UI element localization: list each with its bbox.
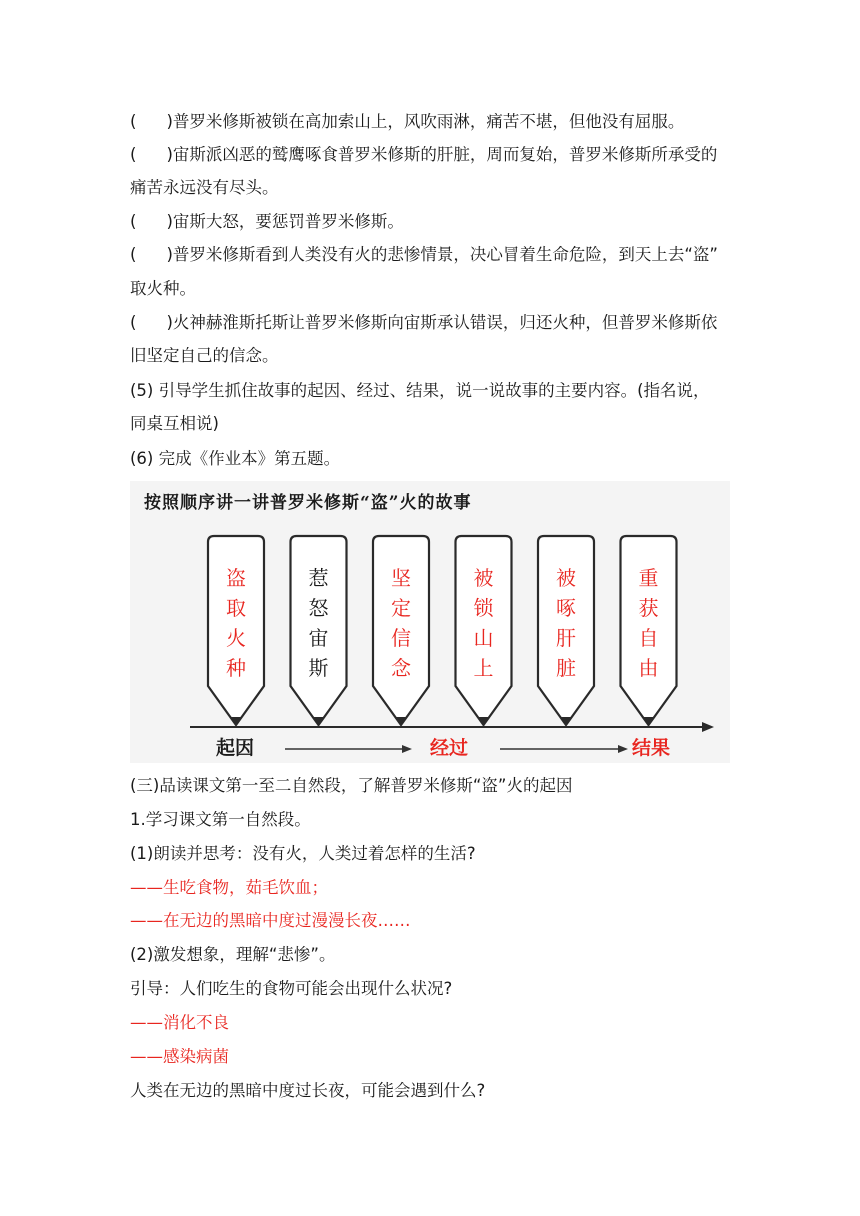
timeline-arrowhead — [702, 722, 714, 732]
pencil-char: 山 — [473, 626, 494, 650]
pencil-char: 怒 — [308, 596, 329, 620]
paragraph-text: 取火种。 — [130, 279, 196, 298]
paragraph-line: (三)品读课文第一至二自然段，了解普罗米修斯“盗”火的起因 — [130, 776, 573, 795]
paragraph-line: (1)朗读并思考：没有火，人类过着怎样的生活? — [130, 844, 476, 863]
pencil-char: 信 — [391, 626, 411, 650]
pencil-char: 被 — [556, 566, 576, 590]
timeline-end-label: 结果 — [632, 737, 671, 759]
arrow-head-2 — [618, 745, 628, 753]
pencil-label — [550, 563, 582, 683]
pencil-label — [468, 563, 500, 683]
pencil-char: 宙 — [308, 626, 329, 650]
pencil-label — [633, 563, 665, 683]
paragraph-line — [130, 112, 740, 132]
paragraph-text: )普罗米修斯看到人类没有火的悲惨情景，决心冒着生命危险，到天上去“盗” — [166, 245, 718, 264]
pencil-char: 锁 — [473, 596, 494, 620]
pencil-char: 坚 — [391, 566, 411, 590]
paragraph-line — [130, 346, 740, 366]
bracket-open: ( — [130, 112, 137, 131]
paragraph-line — [130, 449, 740, 469]
paragraph-text: (6) 完成《作业本》第五题。 — [130, 449, 341, 468]
pencil-char: 取 — [226, 596, 246, 620]
pencil-label — [220, 563, 252, 683]
pencil-char: 盗 — [226, 566, 246, 590]
paragraph-text: )普罗米修斯被锁在高加索山上，风吹雨淋，痛苦不堪，但他没有屈服。 — [166, 112, 685, 131]
answer-line: ——感染病菌 — [130, 1047, 229, 1066]
pencil-char: 上 — [473, 656, 494, 680]
paragraph-line — [130, 178, 740, 198]
figure-title: 按照顺序讲一讲普罗米修斯“盗”火的故事 — [144, 493, 472, 513]
bracket-open: ( — [130, 245, 137, 264]
answer-line: ——生吃食物，茹毛饮血； — [130, 878, 328, 897]
pencil-char: 定 — [391, 596, 411, 620]
pencil-char: 种 — [226, 656, 246, 680]
pencil-char: 惹 — [308, 566, 329, 590]
paragraph-line — [130, 145, 740, 165]
pencil-char: 被 — [473, 566, 494, 590]
bracket-open: ( — [130, 212, 137, 231]
paragraph-line — [130, 212, 740, 232]
paragraph-text: (5) 引导学生抓住故事的起因、经过、结果，说一说故事的主要内容。(指名说， — [130, 381, 710, 400]
pencil-char: 重 — [638, 566, 659, 590]
pencil-char: 斯 — [308, 656, 329, 680]
story-sequence-figure — [130, 481, 730, 763]
pencil-char: 脏 — [556, 656, 576, 680]
pencil-label — [385, 563, 417, 683]
paragraph-line: 人类在无边的黑暗中度过长夜，可能会遇到什么? — [130, 1081, 486, 1100]
paragraph-text: )宙斯派凶恶的鹫鹰啄食普罗米修斯的肝脏，周而复始，普罗米修斯所承受的 — [166, 145, 718, 164]
answer-line: ——在无边的黑暗中度过漫漫长夜…… — [130, 911, 411, 930]
paragraph-text: 同桌互相说) — [130, 414, 219, 433]
paragraph-line — [130, 414, 740, 434]
pencil-label — [303, 563, 335, 683]
bracket-open: ( — [130, 313, 137, 332]
pencil-char: 自 — [638, 626, 659, 650]
paragraph-text: )火神赫淮斯托斯让普罗米修斯向宙斯承认错误，归还火种，但普罗米修斯依 — [166, 313, 718, 332]
arrow-head-1 — [402, 745, 412, 753]
answer-line: ——消化不良 — [130, 1013, 229, 1032]
paragraph-line — [130, 313, 740, 333]
paragraph-line: (2)激发想象，理解“悲惨”。 — [130, 945, 336, 964]
pencil-char: 火 — [226, 626, 246, 650]
paragraph-text: )宙斯大怒，要惩罚普罗米修斯。 — [166, 212, 404, 231]
paragraph-text: 旧坚定自己的信念。 — [130, 346, 279, 365]
pencil-char: 由 — [638, 656, 659, 680]
bracket-open: ( — [130, 145, 137, 164]
paragraph-text: 痛苦永远没有尽头。 — [130, 178, 279, 197]
timeline-start-label: 起因 — [216, 737, 255, 759]
pencil-char: 啄 — [556, 596, 576, 620]
paragraph-line — [130, 245, 740, 265]
timeline-middle-label: 经过 — [430, 737, 469, 759]
pencil-char: 肝 — [556, 626, 576, 650]
paragraph-line — [130, 381, 740, 401]
paragraph-line: 引导：人们吃生的食物可能会出现什么状况? — [130, 979, 453, 998]
paragraph-line: 1.学习课文第一自然段。 — [130, 810, 311, 829]
pencil-char: 念 — [391, 656, 411, 680]
pencil-char: 获 — [638, 596, 659, 620]
paragraph-line — [130, 279, 740, 299]
